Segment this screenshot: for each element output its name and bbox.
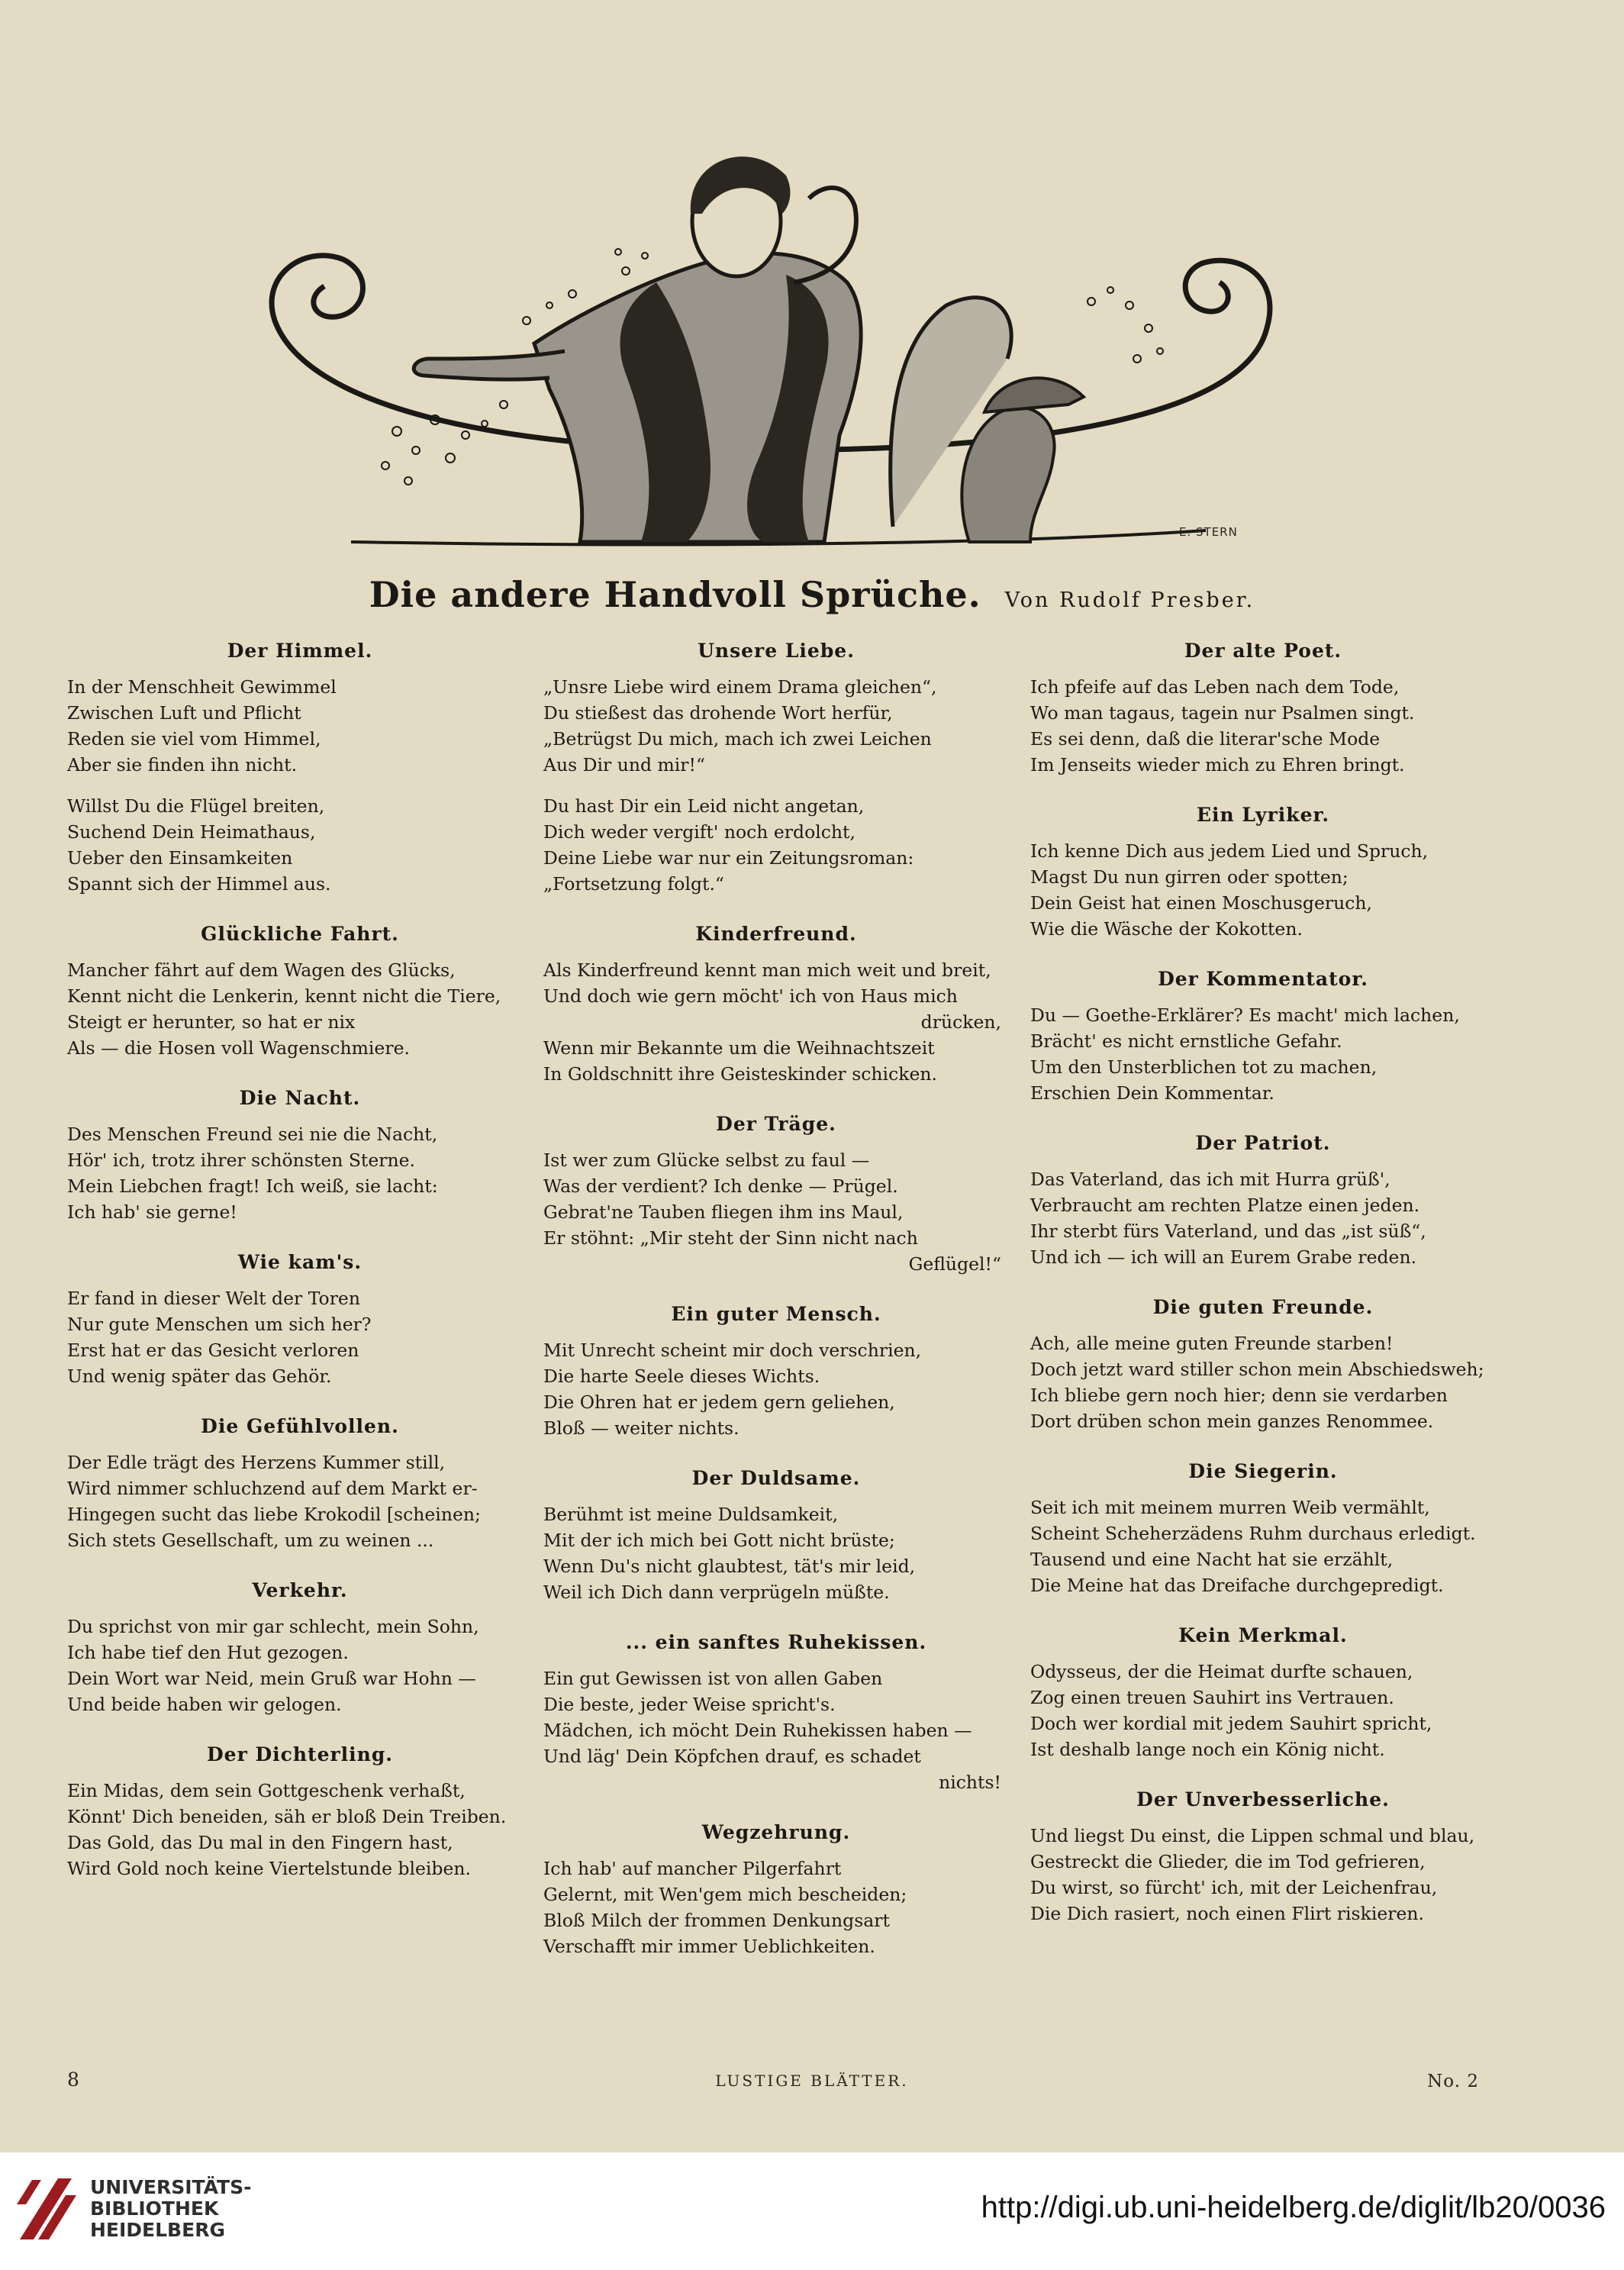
poem: [543, 923, 1009, 1087]
poem-title: Verkehr.: [252, 1579, 348, 1601]
magazine-name: LUSTIGE BLÄTTER.: [715, 2072, 909, 2090]
stanza: [1030, 674, 1496, 778]
poem-line: Ich hab' auf mancher Pilgerfahrt: [543, 1858, 842, 1879]
poem-line: Doch wer kordial mit jedem Sauhirt spricht,: [1030, 1713, 1432, 1734]
poem-title: Kinderfreund.: [695, 923, 857, 945]
poem-line: Und läg' Dein Köpfchen drauf, es schadet: [543, 1746, 921, 1767]
poem-line: Odysseus, der die Heimat durfte schauen,: [1030, 1661, 1413, 1682]
poem-line: Spannt sich der Himmel aus.: [67, 873, 331, 895]
stanza: [1030, 838, 1496, 942]
stanza: [1030, 1166, 1496, 1270]
poem-title: Ein Lyriker.: [1196, 804, 1330, 826]
stanza: [1030, 1330, 1496, 1434]
poem-line: Erst hat er das Gesicht verloren: [67, 1340, 359, 1361]
poem-line: Kennt nicht die Lenkerin, kennt nicht die Tiere,: [67, 985, 501, 1007]
poem-line: Und beide haben wir gelogen.: [67, 1694, 342, 1715]
library-logo-icon: [12, 2174, 81, 2247]
poem-title: ... ein sanftes Ruhekissen.: [625, 1631, 927, 1653]
poem-title: Die Nacht.: [239, 1087, 361, 1109]
poem-title: Kein Merkmal.: [1178, 1624, 1348, 1646]
poem: [543, 1113, 1009, 1277]
poem-line: Mit der ich mich bei Gott nicht brüste;: [543, 1530, 895, 1551]
poem-line: Ist deshalb lange noch ein König nicht.: [1030, 1739, 1385, 1760]
poem: [543, 640, 1009, 897]
poem-line: Weil ich Dich dann verprügeln müßte.: [543, 1582, 890, 1603]
poem-line: Dein Geist hat einen Moschusgeruch,: [1030, 892, 1373, 914]
poem-line: „Betrügst Du mich, mach ich zwei Leichen: [543, 728, 932, 750]
stanza: [543, 1337, 1009, 1441]
poem: [67, 923, 533, 1061]
poem-line: Du stießest das drohende Wort herfür,: [543, 702, 893, 724]
poem-line: Wenn mir Bekannte um die Weihnachtszeit: [543, 1037, 935, 1059]
poem: [67, 640, 533, 897]
poem-line: Könnt' Dich beneiden, säh er bloß Dein Treiben.: [67, 1806, 507, 1827]
poem-line: Seit ich mit meinem murren Weib vermählt,: [1030, 1497, 1430, 1518]
stanza: [543, 1501, 1009, 1605]
poem-line: Zwischen Luft und Pflicht: [67, 702, 301, 724]
poem-line: Du hast Dir ein Leid nicht angetan,: [543, 795, 865, 817]
stanza: [67, 1778, 533, 1881]
poem-line: Es sei denn, daß die literar'sche Mode: [1030, 728, 1381, 750]
poem-line: Was der verdient? Ich denke — Prügel.: [543, 1175, 898, 1197]
poem-line: Wird nimmer schluchzend auf dem Markt er-: [67, 1478, 478, 1499]
poem-line: In Goldschnitt ihre Geisteskinder schicken.: [543, 1063, 937, 1085]
stanza: [67, 957, 533, 1061]
stanza: [67, 1614, 533, 1717]
poem-line: Des Menschen Freund sei nie die Nacht,: [67, 1124, 438, 1145]
poem-line: „Unsre Liebe wird einem Drama gleichen“,: [543, 676, 937, 698]
poem-line: Du — Goethe-Erklärer? Es macht' mich lachen,: [1030, 1004, 1460, 1026]
poem: [1030, 1132, 1496, 1270]
poem-line: Er stöhnt: „Mir steht der Sinn nicht nach: [543, 1227, 918, 1249]
artist-signature: E. STERN: [1179, 525, 1238, 539]
poem-line: Steigt er herunter, so hat er nix: [67, 1011, 356, 1033]
poem-line: Ach, alle meine guten Freunde starben!: [1030, 1333, 1394, 1354]
poem-title: Die guten Freunde.: [1152, 1296, 1374, 1318]
poem-line: Tausend und eine Nacht hat sie erzählt,: [1030, 1549, 1394, 1570]
header-illustration: [259, 130, 1297, 557]
poem-line: Das Vaterland, das ich mit Hurra grüß',: [1030, 1169, 1390, 1190]
poem-line: Wird Gold noch keine Viertelstunde bleiben.: [67, 1858, 471, 1879]
poem: [1030, 640, 1496, 778]
poem-line: Ist wer zum Glücke selbst zu faul —: [543, 1150, 870, 1171]
poem-line: Gelernt, mit Wen'gem mich bescheiden;: [543, 1884, 907, 1905]
poem-line: Ich pfeife auf das Leben nach dem Tode,: [1030, 676, 1400, 698]
poem-line: Verbraucht am rechten Platze einen jeden.: [1030, 1195, 1420, 1216]
poem-line: Mein Liebchen fragt! Ich weiß, sie lacht:: [67, 1175, 438, 1197]
poem-line: Und doch wie gern möcht' ich von Haus mich: [543, 985, 958, 1007]
poem-line: Hör' ich, trotz ihrer schönsten Sterne.: [67, 1150, 416, 1171]
poem-title: Der Dichterling.: [206, 1743, 393, 1765]
poem-line: Bloß Milch der frommen Denkungsart: [543, 1910, 890, 1931]
poem-line: Mit Unrecht scheint mir doch verschrien,: [543, 1340, 922, 1361]
poem-title: Der Patriot.: [1195, 1132, 1331, 1154]
poem: [543, 1821, 1009, 1959]
stanza: [67, 674, 533, 778]
poem-line: Und ich — ich will an Eurem Grabe reden.: [1030, 1246, 1417, 1268]
article-byline: Von Rudolf Presber.: [1004, 588, 1255, 612]
poem-title: Der Kommentator.: [1158, 968, 1368, 990]
stanza: [543, 674, 1009, 778]
poem: [67, 1415, 533, 1553]
poem-line: Erschien Dein Kommentar.: [1030, 1082, 1274, 1104]
poem-column-left: [67, 640, 533, 1907]
page-footer: [0, 2068, 1624, 2099]
poem-line: Er fand in dieser Welt der Toren: [67, 1288, 360, 1309]
poem-line: Verschafft mir immer Ueblichkeiten.: [543, 1936, 875, 1957]
poem-line: nichts!: [939, 1772, 1001, 1793]
stanza: [1030, 1002, 1496, 1106]
poem: [67, 1251, 533, 1389]
stanza: [67, 1285, 533, 1389]
poem-line: Willst Du die Flügel breiten,: [67, 795, 325, 817]
stanza: [543, 1665, 1009, 1795]
stanza: [543, 1147, 1009, 1277]
poem-title: Die Siegerin.: [1188, 1460, 1338, 1482]
poem-line: Deine Liebe war nur ein Zeitungsroman:: [543, 847, 914, 869]
poem-line: In der Menschheit Gewimmel: [67, 676, 337, 698]
poem-line: „Fortsetzung folgt.“: [543, 873, 724, 895]
poem-line: Wie die Wäsche der Kokotten.: [1030, 918, 1303, 940]
poem-title: Der Himmel.: [227, 640, 373, 662]
poem-line: Ein Midas, dem sein Gottgeschenk verhaßt,: [67, 1780, 466, 1801]
poem-line: Die harte Seele dieses Wichts.: [543, 1366, 820, 1387]
poem-line: Brächt' es nicht ernstliche Gefahr.: [1030, 1030, 1342, 1052]
poem-line: Nur gute Menschen um sich her?: [67, 1314, 372, 1335]
poem-line: Ich bliebe gern noch hier; denn sie verdarben: [1030, 1385, 1448, 1406]
stanza: [1030, 1495, 1496, 1598]
poem-line: Dein Wort war Neid, mein Gruß war Hohn —: [67, 1668, 476, 1689]
poem: [1030, 968, 1496, 1106]
poem-line: Im Jenseits wieder mich zu Ehren bringt.: [1030, 754, 1405, 775]
poem-line: Bloß — weiter nichts.: [543, 1417, 740, 1439]
poem: [1030, 804, 1496, 942]
poem-title: Der Unverbesserliche.: [1136, 1788, 1390, 1811]
poem-line: Suchend Dein Heimathaus,: [67, 821, 316, 843]
poem: [1030, 1296, 1496, 1434]
poem-line: Die Meine hat das Dreifache durchgepredigt.: [1030, 1575, 1444, 1596]
poem-line: Dort drüben schon mein ganzes Renommee.: [1030, 1411, 1434, 1432]
poem: [543, 1303, 1009, 1441]
page-number: 8: [67, 2068, 79, 2091]
poem-line: Gebrat'ne Tauben fliegen ihm ins Maul,: [543, 1201, 904, 1223]
poem-title: Wie kam's.: [237, 1251, 362, 1273]
poem: [67, 1087, 533, 1225]
poem: [1030, 1460, 1496, 1598]
stanza: [67, 793, 533, 897]
poem-line: Ich habe tief den Hut gezogen.: [67, 1642, 349, 1663]
poem-line: Und liegst Du einst, die Lippen schmal und blau,: [1030, 1825, 1475, 1846]
library-name: UNIVERSITÄTS- BIBLIOTHEK HEIDELBERG: [90, 2176, 252, 2241]
poem-line: Ueber den Einsamkeiten: [67, 847, 293, 869]
poem-title: Der alte Poet.: [1184, 640, 1342, 662]
poem-line: Ich hab' sie gerne!: [67, 1201, 237, 1223]
poem-line: Du sprichst von mir gar schlecht, mein Sohn,: [67, 1616, 479, 1637]
stanza: [543, 793, 1009, 897]
stanza: [1030, 1823, 1496, 1927]
stanza: [67, 1121, 533, 1225]
poem-line: Hingegen sucht das liebe Krokodil [scheinen;: [67, 1504, 481, 1525]
poem-line: Doch jetzt ward stiller schon mein Abschiedsweh;: [1030, 1359, 1484, 1380]
poem: [67, 1743, 533, 1881]
article-header: [0, 574, 1624, 615]
poem-line: Berühmt ist meine Duldsamkeit,: [543, 1504, 839, 1525]
poem: [543, 1631, 1009, 1795]
poem-line: Magst Du nun girren oder spotten;: [1030, 866, 1348, 888]
poem-line: Scheint Scheherzädens Ruhm durchaus erledigt.: [1030, 1523, 1476, 1544]
poem-line: Um den Unsterblichen tot zu machen,: [1030, 1056, 1378, 1078]
poem-line: Aber sie finden ihn nicht.: [67, 754, 298, 775]
poem-title: Glückliche Fahrt.: [201, 923, 399, 945]
poem: [1030, 1788, 1496, 1927]
poem-line: Gestreckt die Glieder, die im Tod gefrieren,: [1030, 1851, 1426, 1872]
library-banner: [0, 2152, 1624, 2270]
poem: [1030, 1624, 1496, 1762]
issue-number: No. 2: [1427, 2072, 1479, 2091]
poem-line: Wenn Du's nicht glaubtest, tät's mir leid,: [543, 1556, 916, 1577]
poem-line: Geflügel!“: [908, 1253, 1001, 1275]
poem-line: drücken,: [920, 1011, 1001, 1033]
poem-title: Der Duldsame.: [691, 1467, 861, 1489]
poem-line: Aus Dir und mir!“: [543, 754, 705, 775]
poem-line: Die Ohren hat er jedem gern geliehen,: [543, 1391, 895, 1413]
poem-line: Du wirst, so fürcht' ich, mit der Leichenfrau,: [1030, 1877, 1438, 1898]
poem-line: Wo man tagaus, tagein nur Psalmen singt.: [1030, 702, 1415, 724]
poem-line: Die beste, jeder Weise spricht's.: [543, 1694, 836, 1715]
poem-title: Unsere Liebe.: [698, 640, 855, 662]
poem: [67, 1579, 533, 1717]
poem-column-right: [1030, 640, 1496, 1952]
poem-line: Mancher fährt auf dem Wagen des Glücks,: [67, 959, 456, 981]
poem-line: Das Gold, das Du mal in den Fingern hast,: [67, 1832, 453, 1853]
poem-title: Wegzehrung.: [701, 1821, 851, 1843]
poem-column-middle: [543, 640, 1009, 1985]
stanza: [543, 957, 1009, 1087]
poem-title: Ein guter Mensch.: [671, 1303, 881, 1325]
poem-line: Als Kinderfreund kennt man mich weit und breit,: [543, 959, 991, 981]
source-url[interactable]: http://digi.ub.uni-heidelberg.de/diglit/lb20/0036: [981, 2191, 1606, 2224]
poem-title: Der Träge.: [716, 1113, 836, 1135]
poem-line: Ein gut Gewissen ist von allen Gaben: [543, 1668, 883, 1689]
stanza: [67, 1449, 533, 1553]
poem-line: Reden sie viel vom Himmel,: [67, 728, 321, 750]
poem-line: Sich stets Gesellschaft, um zu weinen ...: [67, 1530, 434, 1551]
stanza: [543, 1856, 1009, 1959]
poem-line: Ich kenne Dich aus jedem Lied und Spruch,: [1030, 840, 1429, 862]
poem-line: Dich weder vergift' noch erdolcht,: [543, 821, 856, 843]
poem-title: Die Gefühlvollen.: [201, 1415, 399, 1437]
poem-line: Mädchen, ich möcht Dein Ruhekissen haben —: [543, 1720, 972, 1741]
poem-line: Zog einen treuen Sauhirt ins Vertrauen.: [1030, 1687, 1394, 1708]
article-title: Die andere Handvoll Sprüche.: [369, 574, 981, 615]
poem-line: Und wenig später das Gehör.: [67, 1366, 332, 1387]
poem-line: Die Dich rasiert, noch einen Flirt riskieren.: [1030, 1903, 1425, 1924]
poem-line: Ihr sterbt fürs Vaterland, und das „ist süß“,: [1030, 1220, 1426, 1242]
poem-line: Als — die Hosen voll Wagenschmiere.: [67, 1037, 410, 1059]
stanza: [1030, 1659, 1496, 1762]
poem-line: Der Edle trägt des Herzens Kummer still,: [67, 1452, 446, 1473]
poem: [543, 1467, 1009, 1605]
